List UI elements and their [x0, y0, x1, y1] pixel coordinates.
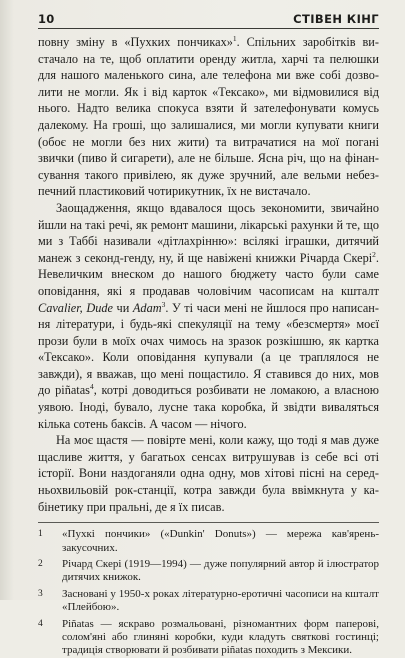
italic-text: Cavalier, Dude	[38, 300, 113, 315]
text-run: повну зміну в «Пухких пончиках»	[38, 35, 233, 49]
footnote-number: 1	[38, 529, 43, 540]
paragraph	[38, 34, 379, 200]
footnote-number: 2	[38, 559, 43, 570]
text-run: чи	[112, 300, 133, 315]
footnote-number: 4	[38, 618, 43, 629]
footnote	[38, 588, 379, 615]
paragraph	[38, 432, 379, 515]
footnote-text: Річард Скері (1919—1994) — дуже популярний автор й ілюстратор дитячих книжок.	[62, 558, 379, 584]
text-run: , котрі доводиться розбивати не ломакою, а власною уявою. Іноді, бувало, лусне така коробка, й звідти виваляться кілька сотень баксів. А часом — нічого.	[38, 383, 379, 431]
running-head	[38, 12, 379, 29]
footnote-text: Piñatas — яскраво розмальовані, різномантних форм паперові, солом'яні або глиняні коробки, куди кладуть святкові гостинці; традиція створювати й розбивати piñatas походить з Мексики.	[62, 617, 379, 657]
text-run: . Невеличким внеском до нашого бюджету часто були саме оповідання, які я продавав чоловічим часописам на кшталт	[38, 250, 379, 298]
footnote-ref: 4	[89, 382, 94, 392]
running-head-author: СТІВЕН КІНГ	[293, 12, 379, 26]
italic-text: Adam	[132, 300, 162, 315]
footnote-ref: 3	[161, 299, 166, 309]
paragraph	[38, 200, 379, 432]
footnote-ref: 1	[232, 34, 237, 43]
footnote	[38, 528, 379, 555]
text-run: . Спільних заробітків вистачало на те, щоб оплатити оренду житла, харчі та пелюшки для нашого маленького сина, але телефона ми вже собі дозволити не могли. Як і від карток «Тексако», ми відмовилися від нього. Надто велика спокуса взяти й зателефонувати комусь далекому. На гроші, що залишалися, ми могли купувати книги (обоє не могли без них жити) та витрачатися на мої погані звички (пиво й сигарети), але не більше. Ясна річ, що на фінансування такого привілею, як дуже зручний, але вельми небезпечний пластиковий чотирикутник, їх не вистачало.	[38, 35, 379, 199]
body-text	[38, 34, 379, 515]
footnote	[38, 618, 379, 658]
text-run: . У ті часи мені не йшлося про написання літератури, і будь-які спекуляції на тему «безсмертя» моєї прози були в моїх очах чимось на зразок розкішшю, як картка «Тексако». Коли оповідання купували (а це траплялося не завжди), я вважав, що мені пощастило. Я ставився до них, мов до piñatas	[38, 300, 379, 398]
footnote-text: «Пухкі пончики» («Dunkin' Donuts») — мережа кав'ярень-закусочних.	[62, 528, 379, 554]
footnotes	[38, 522, 379, 658]
text-run: На моє щастя — повірте мені, коли кажу, що тоді я мав дуже щасливе життя, у багатьох сенсах витрушував із себе всі оті історії. Вони наздоганяли одна одну, мов хітові пісні на середньохвильовій рок-станції, котра завжди була ввімкнута у кабінетику при пральні, де я їх писав.	[38, 433, 379, 514]
text-run: Заощадження, якщо вдавалося щось зекономити, звичайно йшли на такі речі, як ремонт машини, лікарські рахунки й те, що ми з Таббі називали «дітлахрінню»: всілякі іграшки, дитячий манеж з секонд-генду, ну, й ще навіжені книжки Річарда Скері	[38, 200, 379, 265]
footnote-text: Засновані у 1950-х роках літературно-еротичні часописи на кшталт «Плейбою».	[62, 587, 379, 614]
page-number: 10	[38, 12, 55, 26]
footnote	[38, 558, 379, 585]
footnote-number: 3	[38, 588, 43, 599]
footnote-ref: 2	[372, 249, 376, 259]
